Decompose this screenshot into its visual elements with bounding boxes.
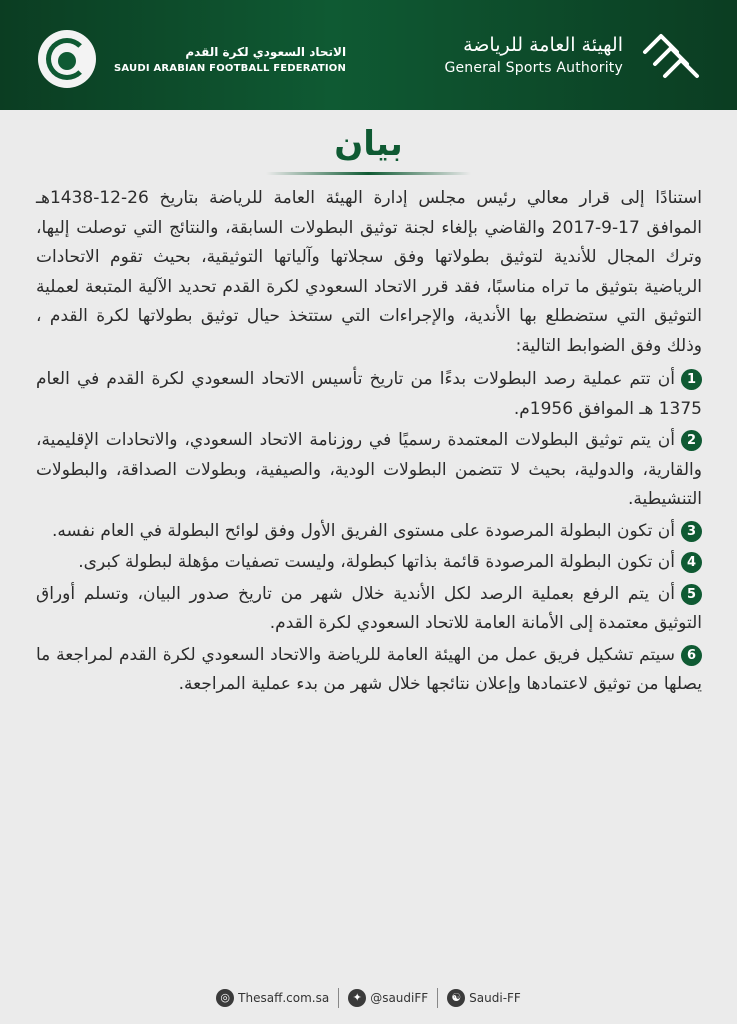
item-number-badge: 5 bbox=[681, 584, 702, 605]
federation-branding bbox=[38, 28, 346, 90]
statement-intro: استنادًا إلى قرار معالي رئيس مجلس إدارة الهيئة العامة للرياضة بتاريخ 26-12-1438هـ الموافق 17-9-2017 والقاضي بإلغاء لجنة توثيق البطولات السابقة، والنتائج التي توصلت إليها، وترك المجال للأندية لتوثيق بطولاتها وفق سجلاتها وآلياتها التوثيقية، بحيث تقوم الاتحادات الرياضية بتوثيق ما تراه مناسبًا، فقد قرر الاتحاد السعودي لكرة القدم تحديد الآلية المتبعة لعملية التوثيق التي ستضطلع بها الأندية، والإجراءات التي ستتخذ حيال توثيق بطولاتها لكرة القدم ، وذلك وفق الضوابط التالية: bbox=[36, 188, 702, 356]
item-number-badge: 2 bbox=[681, 430, 702, 451]
item-text: أن تكون البطولة المرصودة على مستوى الفريق الأول وفق لوائح البطولة في العام نفسه. bbox=[52, 520, 675, 541]
authority-name-ar: الهيئة العامة للرياضة bbox=[463, 34, 623, 56]
list-item bbox=[36, 548, 702, 578]
snapchat-icon: ☯ bbox=[447, 989, 465, 1007]
item-number-badge: 6 bbox=[681, 645, 702, 666]
snapchat-handle: Saudi-FF bbox=[469, 991, 521, 1005]
item-number-badge: 4 bbox=[681, 552, 702, 573]
item-text: أن تكون البطولة المرصودة قائمة بذاتها كبطولة، وليست تصفيات مؤهلة لبطولة كبرى. bbox=[78, 552, 675, 572]
authority-branding bbox=[444, 30, 701, 80]
footer-snapchat[interactable] bbox=[447, 989, 521, 1007]
item-text: سيتم تشكيل فريق عمل من الهيئة العامة للرياضة والاتحاد السعودي لكرة القدم لمراجعة ما يصلها من توثيق لاعتمادها وإعلان نتائجها خلال شهر من بدء عملية المراجعة. bbox=[36, 644, 702, 694]
footer-separator bbox=[338, 988, 339, 1008]
twitter-icon: ✦ bbox=[348, 989, 366, 1007]
item-text: أن يتم الرفع بعملية الرصد لكل الأندية خلال شهر من تاريخ صدور البيان، وتسلم أوراق التوثيق معتمدة إلى الأمانة العامة للاتحاد السعودي لكرة القدم. bbox=[36, 583, 702, 633]
page-title: بيان bbox=[334, 124, 403, 164]
footer-social bbox=[0, 980, 737, 1016]
twitter-handle: @saudiFF bbox=[370, 991, 429, 1005]
item-number-badge: 1 bbox=[681, 369, 702, 390]
item-number-badge: 3 bbox=[681, 521, 702, 542]
header-banner bbox=[0, 0, 737, 110]
authority-logo-icon bbox=[641, 30, 701, 80]
federation-logo-icon bbox=[38, 30, 96, 88]
website-label: Thesaff.com.sa bbox=[238, 991, 330, 1005]
list-item bbox=[36, 641, 702, 700]
authority-name-en: General Sports Authority bbox=[444, 60, 623, 76]
globe-icon: ◎ bbox=[216, 989, 234, 1007]
statement-body bbox=[36, 184, 702, 700]
list-item bbox=[36, 580, 702, 639]
list-item bbox=[36, 365, 702, 424]
item-text: أن تتم عملية رصد البطولات بدءًا من تاريخ تأسيس الاتحاد السعودي لكرة القدم في العام 1375 هـ الموافق 1956م. bbox=[36, 369, 702, 419]
federation-name-en: SAUDI ARABIAN FOOTBALL FEDERATION bbox=[114, 62, 347, 74]
item-text: أن يتم توثيق البطولات المعتمدة رسميًا في روزنامة الاتحاد السعودي، والاتحادات الإقليمية، والقارية، والدولية، بحيث لا تتضمن البطولات الودية، والصيفية، وبطولات الصداقة، والبطولات التنشيطية. bbox=[36, 430, 702, 509]
footer-separator bbox=[437, 988, 438, 1008]
title-divider bbox=[266, 172, 471, 175]
list-item bbox=[36, 517, 702, 547]
footer-website[interactable] bbox=[216, 989, 329, 1007]
federation-name-ar: الاتحاد السعودي لكرة القدم bbox=[185, 44, 347, 59]
footer-twitter[interactable] bbox=[348, 989, 428, 1007]
list-item bbox=[36, 426, 702, 515]
